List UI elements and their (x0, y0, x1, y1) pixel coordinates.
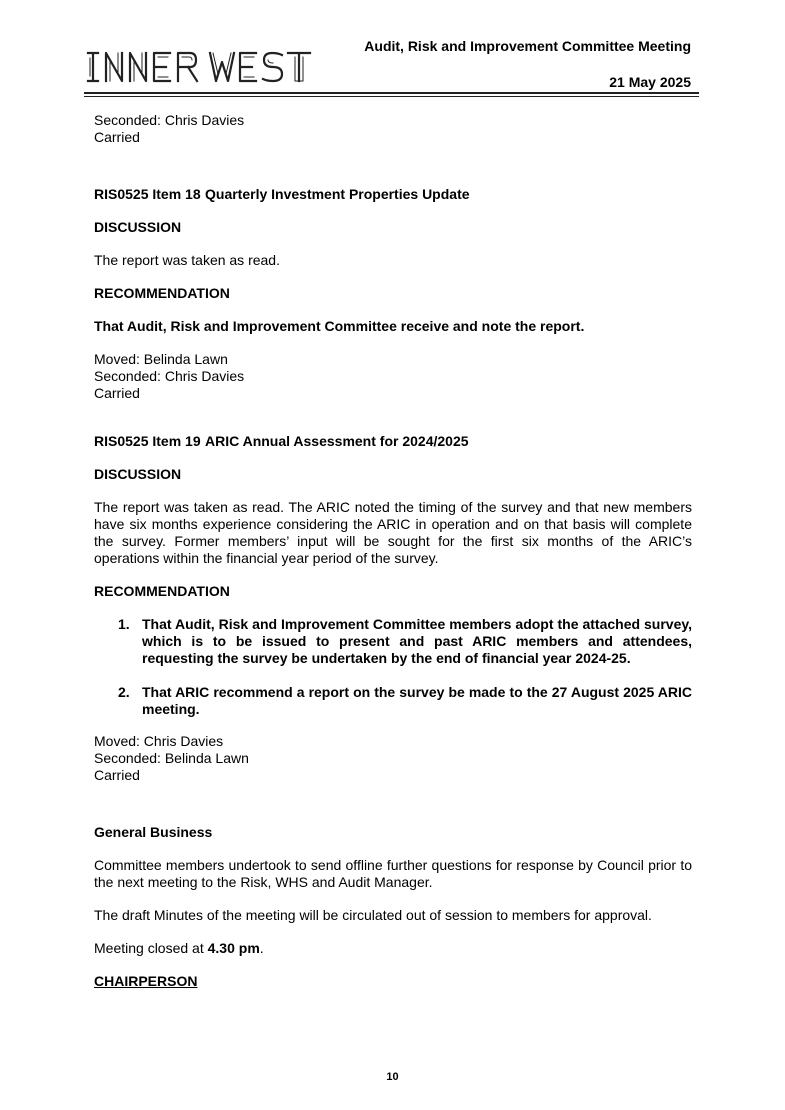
meeting-date: 21 May 2025 (609, 74, 691, 90)
item18-carried: Carried (94, 385, 140, 401)
item18-discussion: The report was taken as read. (94, 252, 280, 268)
general-business-para1: Committee members undertook to send offline further questions for response by Council prior to the next meeting to the Risk, WHS and Audit Manager. (94, 857, 692, 890)
item19-recommendation-list (94, 616, 692, 718)
page-header (84, 36, 699, 96)
recommendation-item (118, 684, 692, 718)
item18-title: Quarterly Investment Properties Update (205, 186, 470, 202)
general-business-heading: General Business (94, 824, 213, 840)
header-rule (84, 92, 699, 94)
item18-recommendation-heading: RECOMMENDATION (94, 285, 230, 301)
item19-carried: Carried (94, 767, 140, 783)
item18-seconded: Seconded: Chris Davies (94, 368, 245, 384)
item18-heading (94, 186, 692, 203)
item19-moved: Moved: Chris Davies (94, 733, 224, 749)
item19-discussion-heading: DISCUSSION (94, 466, 182, 482)
page-number: 10 (386, 1071, 399, 1083)
meeting-closed-suffix: . (259, 940, 264, 956)
item19-discussion: The report was taken as read. The ARIC noted the timing of the survey and that new members have six months experience considering the ARIC in operation and on that basis will complete the survey. Former members’ input will be sought for the first six months of the ARIC’s operations within the financial year period of the survey. (94, 499, 692, 566)
item19-seconded: Seconded: Belinda Lawn (94, 750, 249, 766)
item18-recommendation: That Audit, Risk and Improvement Committee receive and note the report. (94, 318, 585, 334)
header-rule-thin (84, 96, 699, 97)
meeting-closed (94, 940, 692, 957)
meeting-title: Audit, Risk and Improvement Committee Meeting (364, 38, 691, 54)
meeting-closed-time: 4.30 pm (207, 940, 260, 956)
item19-recommendation-heading: RECOMMENDATION (94, 583, 230, 599)
inner-west-logo (84, 50, 334, 84)
prev-seconded: Seconded: Chris Davies (94, 112, 245, 128)
chairperson-label: CHAIRPERSON (94, 973, 198, 989)
recommendation-number: 1. (118, 616, 130, 632)
item19-heading (94, 433, 692, 450)
item19-title: ARIC Annual Assessment for 2024/2025 (205, 433, 469, 449)
recommendation-number: 2. (118, 684, 130, 700)
recommendation-text: That Audit, Risk and Improvement Committee members adopt the attached survey, which is to be issued to present and past ARIC members and attendees, requesting the survey be undertaken by the end of financial year 2024-25. (142, 616, 692, 666)
item18-discussion-heading: DISCUSSION (94, 219, 182, 235)
meeting-closed-prefix: Meeting closed at (94, 940, 208, 956)
document-body (94, 112, 692, 990)
item19-code: RIS0525 Item 19 (94, 433, 201, 449)
recommendation-text: That ARIC recommend a report on the survey be made to the 27 August 2025 ARIC meeting. (142, 684, 692, 717)
general-business-para2: The draft Minutes of the meeting will be circulated out of session to members for approval. (94, 907, 652, 923)
item18-moved: Moved: Belinda Lawn (94, 351, 228, 367)
prev-carried: Carried (94, 129, 140, 145)
item18-code: RIS0525 Item 18 (94, 186, 201, 202)
recommendation-item (118, 616, 692, 667)
